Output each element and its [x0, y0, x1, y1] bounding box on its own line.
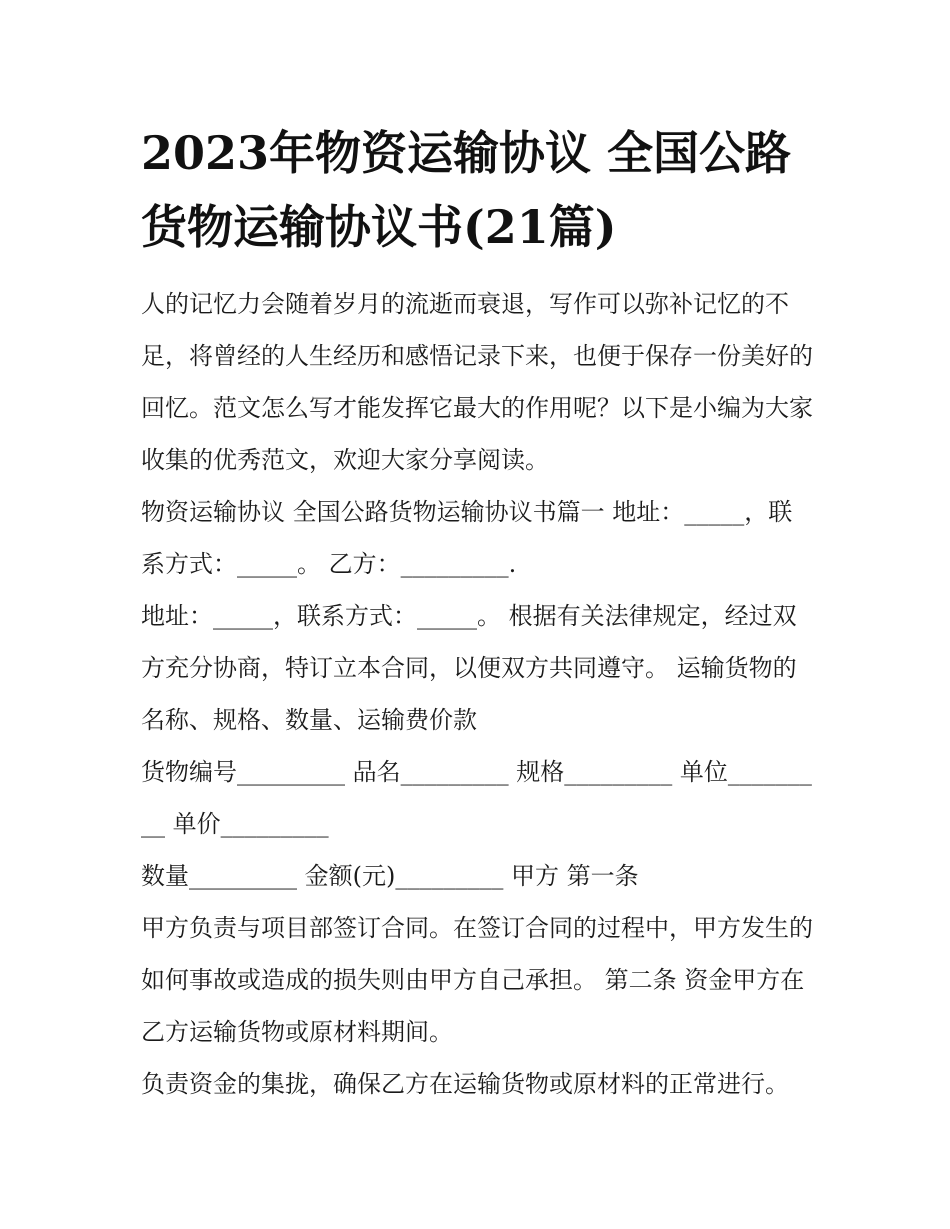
- document-title: 2023年物资运输协议 全国公路货物运输协议书(21篇): [141, 126, 792, 254]
- intro-paragraph: 人的记忆力会随着岁月的流逝而衰退，写作可以弥补记忆的不足，将曾经的人生经历和感悟记录下来，也便于保存一份美好的回忆。范文怎么写才能发挥它最大的作用呢？以下是小编为大家收集的优秀范文，欢迎大家分享阅读。: [141, 290, 813, 474]
- address-paragraph: 地址：_____，联系方式：_____。 根据有关法律规定，经过双方充分协商，特订立本合同，以便双方共同遵守。 运输货物的名称、规格、数量、运输费价款: [141, 602, 797, 734]
- funding-paragraph: 负责资金的集拢，确保乙方在运输货物或原材料的正常进行。: [141, 1070, 789, 1098]
- quantity-fields-paragraph: 数量_________ 金额(元)_________ 甲方 第一条: [141, 862, 639, 890]
- party-info-paragraph: 物资运输协议 全国公路货物运输协议书篇一 地址：_____，联系方式：_____。 乙方：_________.: [141, 498, 793, 578]
- goods-fields-paragraph: 货物编号_________ 品名_________ 规格_________ 单位_________ 单价_________: [141, 758, 812, 838]
- clause-paragraph: 甲方负责与项目部签订合同。在签订合同的过程中，甲方发生的如何事故或造成的损失则由甲方自己承担。 第二条 资金甲方在乙方运输货物或原材料期间。: [141, 914, 813, 1046]
- document-body: [141, 116, 816, 1110]
